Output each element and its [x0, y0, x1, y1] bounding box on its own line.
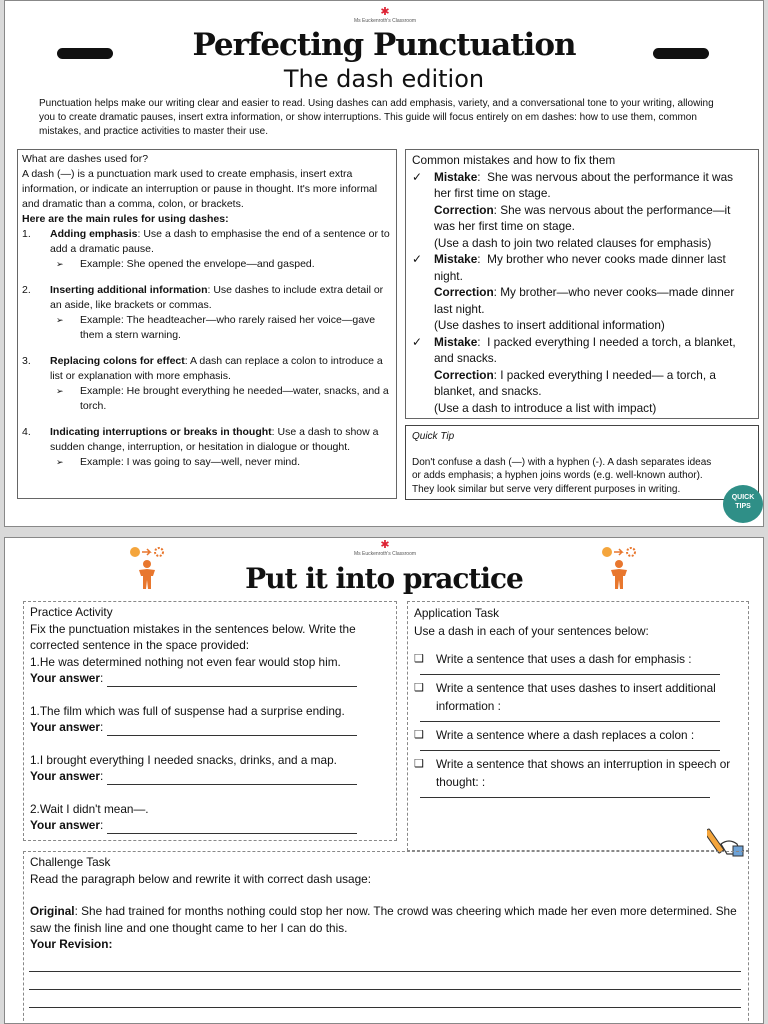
- revision-line[interactable]: [29, 989, 741, 990]
- dash-definition: A dash (—) is a punctuation mark used to create emphasis, insert extra information, or indicate an interruption or pause in thought. It's more informal and dramatic than a comma, colon, or brackets.: [22, 168, 378, 210]
- page-subtitle: The dash edition: [283, 65, 485, 93]
- task-text: Write a sentence that shows an interruption in speech or thought: :: [436, 757, 731, 789]
- rule-text: : Use a dash to show a sudden change, interruption, or hesitation in dialogue or thought.: [50, 426, 379, 453]
- practice-sentence: 1.He was determined nothing not even fear would stop him.: [30, 654, 341, 669]
- rule-name: Inserting additional information: [50, 284, 208, 296]
- application-instructions: Use a dash in each of your sentences below:: [414, 624, 649, 638]
- rule-example: Example: The headteacher—who rarely raised her voice—gave them a stern warning.: [80, 314, 376, 341]
- rule-name: Replacing colons for effect: [50, 355, 185, 367]
- classroom-logo: [345, 7, 425, 24]
- rule-name: Indicating interruptions or breaks in thought: [50, 426, 272, 438]
- page-title: Perfecting Punctuation: [192, 27, 576, 63]
- page-title: Put it into practice: [245, 562, 523, 595]
- checkbox-icon[interactable]: ❑: [414, 653, 424, 665]
- quick-tip-box: [405, 425, 759, 500]
- rule-example: Example: She opened the envelope—and gasped.: [80, 258, 315, 270]
- uses-heading: What are dashes used for?: [22, 153, 149, 165]
- answer-line[interactable]: [420, 674, 720, 675]
- checkbox-icon[interactable]: ❑: [414, 758, 424, 770]
- answer-line[interactable]: [107, 833, 357, 834]
- mistakes-heading: Common mistakes and how to fix them: [412, 153, 616, 167]
- answer-line[interactable]: [420, 750, 720, 751]
- rule-item: [22, 354, 392, 414]
- mistake-note: (Use a dash to introduce a list with impact): [434, 400, 657, 415]
- checkmark-icon: ✓: [412, 334, 422, 349]
- practice-item: 1.I brought everything I needed snacks, drinks, and a map. Your answer:: [30, 752, 390, 785]
- challenge-instructions: Read the paragraph below and rewrite it with correct dash usage:: [30, 871, 371, 886]
- logo-text: Ms Euckenroth's Classroom: [353, 551, 417, 557]
- correction-label: Correction: [434, 202, 494, 217]
- rule-number: 3.: [22, 355, 31, 367]
- checkbox-icon[interactable]: ❑: [414, 729, 424, 741]
- classroom-logo: [345, 540, 425, 557]
- mistake-item: ✓ Mistake: I packed everything I needed a torch, a blanket, and snacks. Correction: I packed everything I needed— a torch, a blanket, and snacks. (Use a dash to introduce a list with impact): [412, 334, 752, 417]
- answer-line[interactable]: [420, 797, 710, 798]
- answer-line[interactable]: [420, 721, 720, 722]
- answer-label: Your answer: [30, 671, 100, 685]
- logo-star-icon: ✱: [380, 6, 390, 18]
- mistake-text: My brother who never cooks made dinner last night.: [434, 252, 726, 283]
- original-label: Original: [30, 904, 75, 918]
- rule-number: 2.: [22, 284, 31, 296]
- rule-item: [22, 425, 392, 470]
- logo-text: Ms Euckenroth's Classroom: [353, 18, 417, 24]
- correction-text: I packed everything I needed— a torch, a blanket, and snacks.: [434, 367, 716, 398]
- application-heading: Application Task: [414, 606, 500, 620]
- rules-heading: Here are the main rules for using dashes:: [22, 213, 229, 225]
- application-task-box: [407, 601, 749, 851]
- mistake-item: ✓ Mistake: My brother who never cooks made dinner last night. Correction: My brother—who never cooks—made dinner last night. (Use dashes to insert additional information): [412, 251, 752, 334]
- rule-text: : Use dashes to include extra detail or an aside, like brackets or commas.: [50, 284, 384, 311]
- answer-label: Your answer: [30, 720, 100, 734]
- answer-label: Your answer: [30, 818, 100, 832]
- mistake-text: She was nervous about the performance it was her first time on stage.: [434, 169, 734, 200]
- challenge-task-box: [23, 851, 749, 1024]
- checkmark-icon: ✓: [412, 252, 422, 266]
- arrow-icon: ➢: [56, 315, 64, 325]
- task-text: Write a sentence that uses dashes to insert additional information :: [436, 681, 716, 713]
- intro-paragraph: Punctuation helps make our writing clear and easier to read. Using dashes can add emphasis, variety, and a conversational tone to your writing, allowing you to create dramatic pauses, insert extra information, or show interruptions. This guide will focus entirely on em dashes: how to use them, common mistakes, and practice activities to master their use.: [39, 98, 714, 137]
- dash-uses-box: [17, 149, 397, 499]
- quick-tips-badge-icon: [723, 485, 763, 523]
- quick-tip-title: Quick Tip: [412, 431, 455, 442]
- answer-line[interactable]: [107, 686, 357, 687]
- practice-item: 1.He was determined nothing not even fear would stop him. Your answer:: [30, 654, 390, 687]
- answer-label: Your answer: [30, 769, 100, 783]
- common-mistakes-box: [405, 149, 759, 419]
- answer-line[interactable]: [107, 735, 357, 736]
- challenge-heading: Challenge Task: [30, 855, 111, 869]
- practice-heading: Practice Activity: [30, 605, 113, 619]
- mistake-note: (Use a dash to join two related clauses for emphasis): [434, 235, 712, 250]
- rule-item: [22, 227, 392, 272]
- application-task-item: [414, 650, 742, 668]
- rule-text: : Use a dash to emphasise the end of a sentence or to add a dramatic pause.: [50, 228, 390, 255]
- original-paragraph: [30, 903, 742, 936]
- rule-text: : A dash can replace a colon to introduce a list or explanation with more emphasis.: [50, 355, 383, 382]
- task-text: Write a sentence where a dash replaces a colon :: [436, 728, 695, 742]
- checkmark-icon: ✓: [412, 169, 422, 184]
- practice-sentence: 1.The film which was full of suspense had a surprise ending.: [30, 703, 345, 718]
- rule-example: Example: I was going to say—well, never mind.: [80, 456, 301, 468]
- rule-number: 1.: [22, 228, 31, 240]
- correction-label: Correction: [434, 285, 494, 299]
- application-task-item: [414, 679, 742, 715]
- application-task-item: [414, 755, 742, 791]
- mistake-label: Mistake: [434, 169, 478, 184]
- answer-line[interactable]: [107, 784, 357, 785]
- worksheet-page-1: [4, 0, 764, 527]
- arrow-icon: ➢: [56, 386, 64, 396]
- practice-instructions: Fix the punctuation mistakes in the sentences below. Write the corrected sentence in the space provided:: [30, 621, 356, 652]
- arrow-icon: ➢: [56, 457, 64, 467]
- practice-item: 2.Wait I didn't mean—. Your answer:: [30, 801, 390, 834]
- correction-text: She was nervous about the performance—it was her first time on stage.: [434, 202, 731, 233]
- practice-item: 1.The film which was full of suspense had a surprise ending. Your answer:: [30, 703, 390, 736]
- arrow-icon: ➢: [56, 259, 64, 269]
- logo-star-icon: ✱: [380, 539, 390, 551]
- mistake-note: (Use dashes to insert additional information): [434, 318, 665, 332]
- revision-line[interactable]: [29, 1007, 741, 1008]
- application-task-item: [414, 726, 742, 744]
- practice-activity-box: [23, 601, 397, 841]
- rule-example: Example: He brought everything he needed—water, snacks, and a torch.: [80, 385, 389, 412]
- mistake-label: Mistake: [434, 252, 478, 266]
- correction-text: My brother—who never cooks—made dinner last night.: [434, 285, 735, 316]
- badge-text: QUICK TIPS: [731, 494, 755, 510]
- correction-label: Correction: [434, 367, 494, 382]
- rule-number: 4.: [22, 426, 31, 438]
- checkbox-icon[interactable]: ❑: [414, 682, 424, 694]
- original-text: : She had trained for months nothing could stop her now. The crowd was cheering which made her even more determined. She saw the finish line and one thought came to her I can do this.: [30, 904, 737, 935]
- revision-line[interactable]: [29, 971, 741, 972]
- practice-sentence: 2.Wait I didn't mean—.: [30, 801, 149, 816]
- rule-item: [22, 283, 392, 343]
- mistake-label: Mistake: [434, 334, 478, 349]
- practice-sentence: 1.I brought everything I needed snacks, drinks, and a map.: [30, 752, 337, 767]
- mistake-item: ✓ Mistake: She was nervous about the performance it was her first time on stage. Correction: She was nervous about the performance—it was her first time on stage. (Use a dash to join two related clauses for emphasis): [412, 169, 752, 252]
- mistake-text: I packed everything I needed a torch, a blanket, and snacks.: [434, 334, 736, 365]
- rule-name: Adding emphasis: [50, 228, 138, 240]
- worksheet-page-2: [4, 537, 764, 1024]
- task-text: Write a sentence that uses a dash for emphasis :: [436, 652, 692, 666]
- revision-label: Your Revision:: [30, 937, 113, 951]
- quick-tip-text: Don't confuse a dash (—) with a hyphen (-). A dash separates ideas or adds emphasis; a hyphen joins words (e.g. well-known author). They look similar but serve very different purposes in writing.: [412, 456, 712, 495]
